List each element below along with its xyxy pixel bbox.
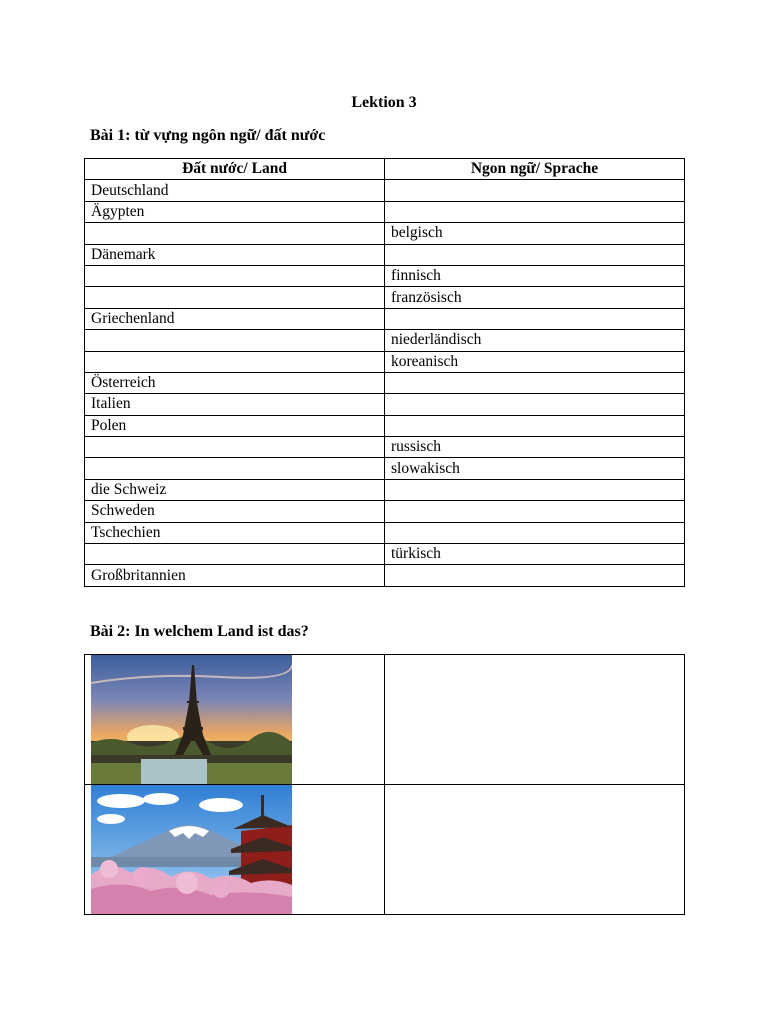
table-row <box>85 415 685 436</box>
table-row <box>85 330 685 351</box>
sprache-cell[interactable] <box>385 394 685 415</box>
table-row <box>85 287 685 308</box>
land-cell[interactable]: die Schweiz <box>85 479 385 500</box>
table-row <box>85 522 685 543</box>
sprache-cell[interactable]: koreanisch <box>385 351 685 372</box>
land-cell[interactable] <box>85 458 385 479</box>
table-row <box>85 351 685 372</box>
sprache-cell[interactable]: französisch <box>385 287 685 308</box>
exercise-1-heading: Bài 1: từ vựng ngôn ngữ/ đất nước <box>90 127 326 144</box>
table-row <box>85 544 685 565</box>
table-row <box>85 180 685 201</box>
land-cell[interactable]: Griechenland <box>85 308 385 329</box>
table-row <box>85 479 685 500</box>
exercise-2-heading: Bài 2: In welchem Land ist das? <box>90 623 309 640</box>
table-row <box>85 394 685 415</box>
table-row <box>85 501 685 522</box>
land-cell[interactable]: Dänemark <box>85 244 385 265</box>
land-cell[interactable]: Großbritannien <box>85 565 385 586</box>
eiffel-tower-photo <box>91 655 292 784</box>
sprache-cell[interactable]: niederländisch <box>385 330 685 351</box>
land-cell[interactable] <box>85 330 385 351</box>
land-cell[interactable]: Schweden <box>85 501 385 522</box>
sprache-cell[interactable] <box>385 372 685 393</box>
table-row <box>85 785 685 915</box>
table-row <box>85 458 685 479</box>
table-row <box>85 244 685 265</box>
table-row <box>85 565 685 586</box>
sprache-cell[interactable]: türkisch <box>385 544 685 565</box>
table-header-row <box>85 159 685 180</box>
land-cell[interactable]: Ägypten <box>85 201 385 222</box>
answer-cell[interactable] <box>385 655 685 785</box>
vocabulary-table <box>84 158 685 587</box>
land-cell[interactable]: Tschechien <box>85 522 385 543</box>
sprache-cell[interactable] <box>385 244 685 265</box>
table-row <box>85 201 685 222</box>
sprache-cell[interactable]: belgisch <box>385 223 685 244</box>
table-row <box>85 655 685 785</box>
table-row <box>85 308 685 329</box>
table-row <box>85 372 685 393</box>
photo-table <box>84 654 685 915</box>
table-row <box>85 223 685 244</box>
land-cell[interactable]: Österreich <box>85 372 385 393</box>
sprache-cell[interactable] <box>385 201 685 222</box>
sprache-cell[interactable] <box>385 522 685 543</box>
land-cell[interactable]: Deutschland <box>85 180 385 201</box>
photo-cell <box>85 785 385 915</box>
photo-cell <box>85 655 385 785</box>
land-cell[interactable] <box>85 437 385 458</box>
land-cell[interactable] <box>85 351 385 372</box>
sprache-cell[interactable] <box>385 415 685 436</box>
land-cell[interactable]: Polen <box>85 415 385 436</box>
sprache-cell[interactable]: slowakisch <box>385 458 685 479</box>
land-cell[interactable] <box>85 544 385 565</box>
mount-fuji-pagoda-photo <box>91 785 292 914</box>
sprache-cell[interactable]: russisch <box>385 437 685 458</box>
land-cell[interactable] <box>85 287 385 308</box>
table-row <box>85 437 685 458</box>
sprache-cell[interactable]: finnisch <box>385 265 685 286</box>
page-title: Lektion 3 <box>351 94 417 111</box>
sprache-cell[interactable] <box>385 565 685 586</box>
column-header-sprache: Ngon ngữ/ Sprache <box>385 159 685 180</box>
land-cell[interactable] <box>85 265 385 286</box>
sprache-cell[interactable] <box>385 180 685 201</box>
sprache-cell[interactable] <box>385 308 685 329</box>
land-cell[interactable] <box>85 223 385 244</box>
sprache-cell[interactable] <box>385 479 685 500</box>
table-row <box>85 265 685 286</box>
answer-cell[interactable] <box>385 785 685 915</box>
sprache-cell[interactable] <box>385 501 685 522</box>
land-cell[interactable]: Italien <box>85 394 385 415</box>
column-header-land: Đất nước/ Land <box>85 159 385 180</box>
